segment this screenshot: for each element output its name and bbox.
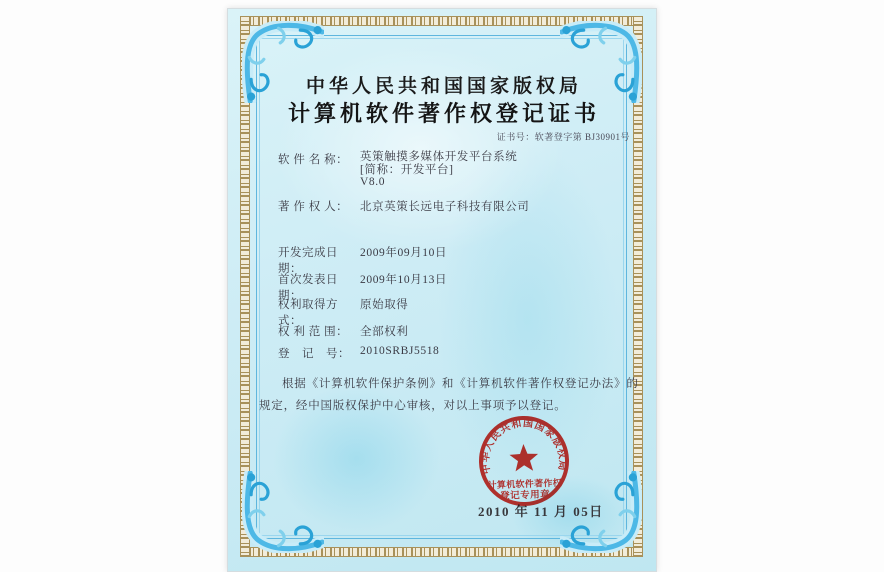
field-label: 开发完成日期： <box>278 247 338 275</box>
field-label: 软 件 名 称： <box>278 154 349 166</box>
software-name-line: [简称：开发平台] <box>360 163 454 176</box>
certificate-paper <box>227 8 657 572</box>
field-value: 2010SRBJ5518 <box>360 345 440 357</box>
field-value <box>360 151 517 189</box>
seal-star-icon <box>509 444 539 472</box>
official-seal <box>472 411 575 510</box>
seal-caption-line1: 计算机软件著作权 <box>487 477 563 491</box>
certificate-title: 计算机软件著作权登记证书 <box>287 101 600 126</box>
certificate-number: 证书号：软著登字第 BJ30901号 <box>496 132 630 142</box>
software-name-line: 英策触摸多媒体开发平台系统 <box>360 151 518 163</box>
seal-ring-text: 中华人民共和国国家版权局 <box>480 418 568 475</box>
field-label: 登 记 号： <box>278 348 350 360</box>
field-value: 全部权利 <box>360 326 409 338</box>
field-value: 2009年09月10日 <box>360 247 448 259</box>
field-value: 原始取得 <box>360 299 409 311</box>
issuing-authority-title: 中华人民共和国国家版权局 <box>305 76 582 97</box>
field-registration-number <box>278 345 439 361</box>
field-label: 权 利 范 围： <box>278 326 349 338</box>
field-software-name <box>278 151 517 189</box>
field-copyright-owner <box>278 198 529 214</box>
field-label: 首次发表日期： <box>278 274 338 302</box>
seal-caption-line2: 登记专用章 <box>500 489 551 502</box>
software-name-line: V8.0 <box>360 176 386 188</box>
field-rights-scope <box>278 323 408 339</box>
field-label: 著 作 权 人： <box>278 201 349 213</box>
field-value: 2009年10月13日 <box>360 274 448 286</box>
statement-line: 根据《计算机软件保护条例》和《计算机软件著作权登记办法》的 <box>282 378 639 390</box>
field-label: 权利取得方式： <box>278 299 338 327</box>
registration-statement <box>259 373 643 417</box>
field-value: 北京英策长远电子科技有限公司 <box>360 201 530 213</box>
statement-line: 规定，经中国版权保护中心审核，对以上事项予以登记。 <box>259 400 567 412</box>
issue-date: 2010 年 11 月 05日 <box>478 504 604 519</box>
corner-flourish-icon <box>242 471 324 553</box>
